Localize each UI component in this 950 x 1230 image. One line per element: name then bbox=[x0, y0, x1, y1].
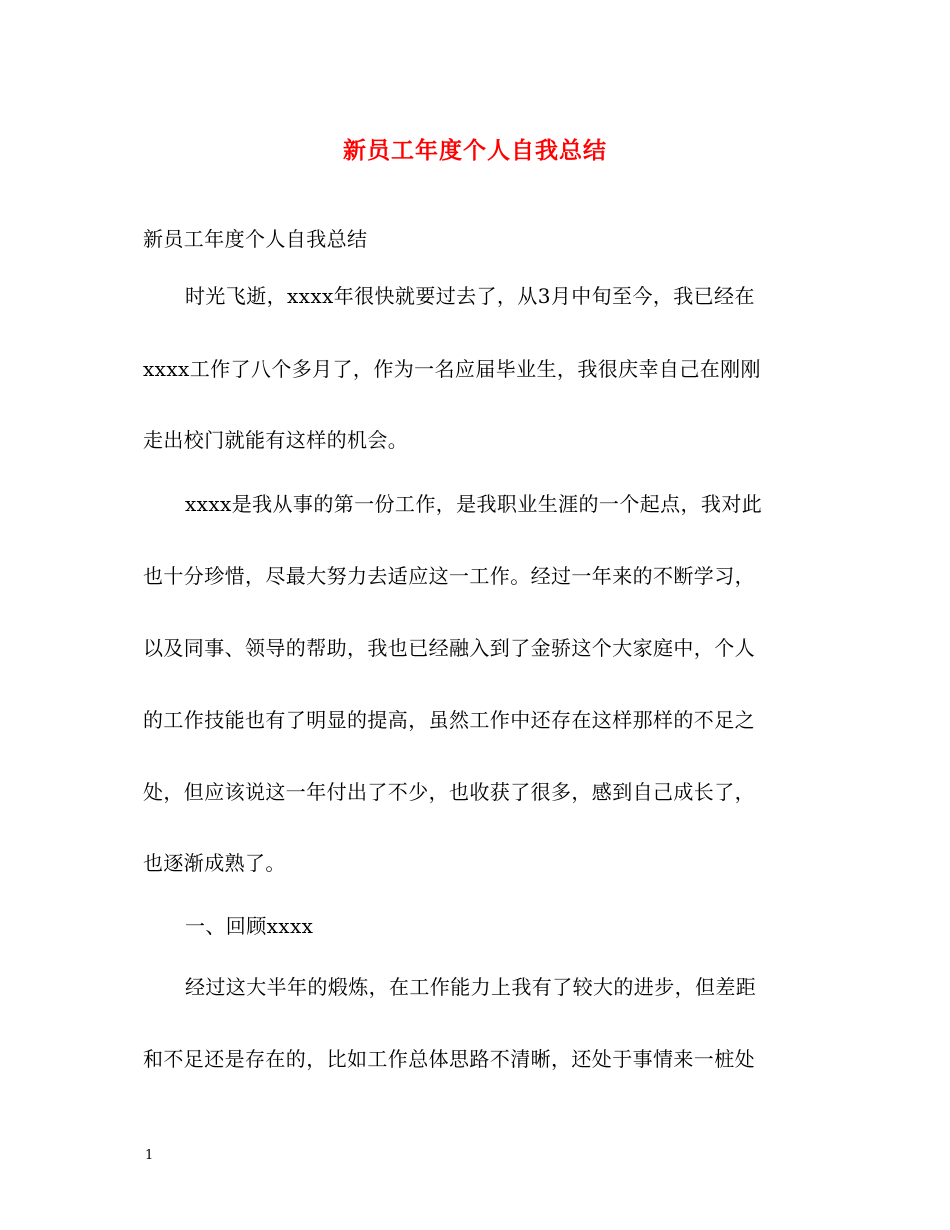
section-heading: 一、回顾xxxx bbox=[185, 914, 314, 938]
paragraph-line: 经过这大半年的煅炼，在工作能力上我有了较大的进步，但差距 bbox=[185, 975, 757, 999]
paragraph-line: xxxx工作了八个多月了，作为一名应届毕业生，我很庆幸自己在刚刚 bbox=[143, 357, 761, 381]
paragraph-line: 走出校门就能有这样的机会。 bbox=[143, 428, 409, 452]
paragraph-line: 时光飞逝，xxxx年很快就要过去了，从3月中旬至今，我已经在 bbox=[185, 284, 755, 308]
paragraph-line: xxxx是我从事的第一份工作，是我职业生涯的一个起点，我对此 bbox=[185, 492, 763, 516]
paragraph-line: 和不足还是存在的，比如工作总体思路不清晰，还处于事情来一桩处 bbox=[143, 1047, 755, 1071]
document-title: 新员工年度个人自我总结 bbox=[343, 137, 607, 164]
paragraph-line: 也十分珍惜，尽最大努力去适应这一工作。经过一年来的不断学习， bbox=[143, 564, 755, 588]
page-number: 1 bbox=[145, 1148, 154, 1163]
paragraph-line: 处，但应该说这一年付出了不少，也收获了很多，感到自己成长了， bbox=[143, 780, 755, 804]
paragraph-line: 以及同事、领导的帮助，我也已经融入到了金骄这个大家庭中，个人 bbox=[143, 636, 755, 660]
paragraph-line: 也逐渐成熟了。 bbox=[143, 851, 286, 875]
paragraph-line: 的工作技能也有了明显的提高，虽然工作中还存在这样那样的不足之 bbox=[143, 708, 755, 732]
subtitle-line: 新员工年度个人自我总结 bbox=[143, 227, 368, 251]
